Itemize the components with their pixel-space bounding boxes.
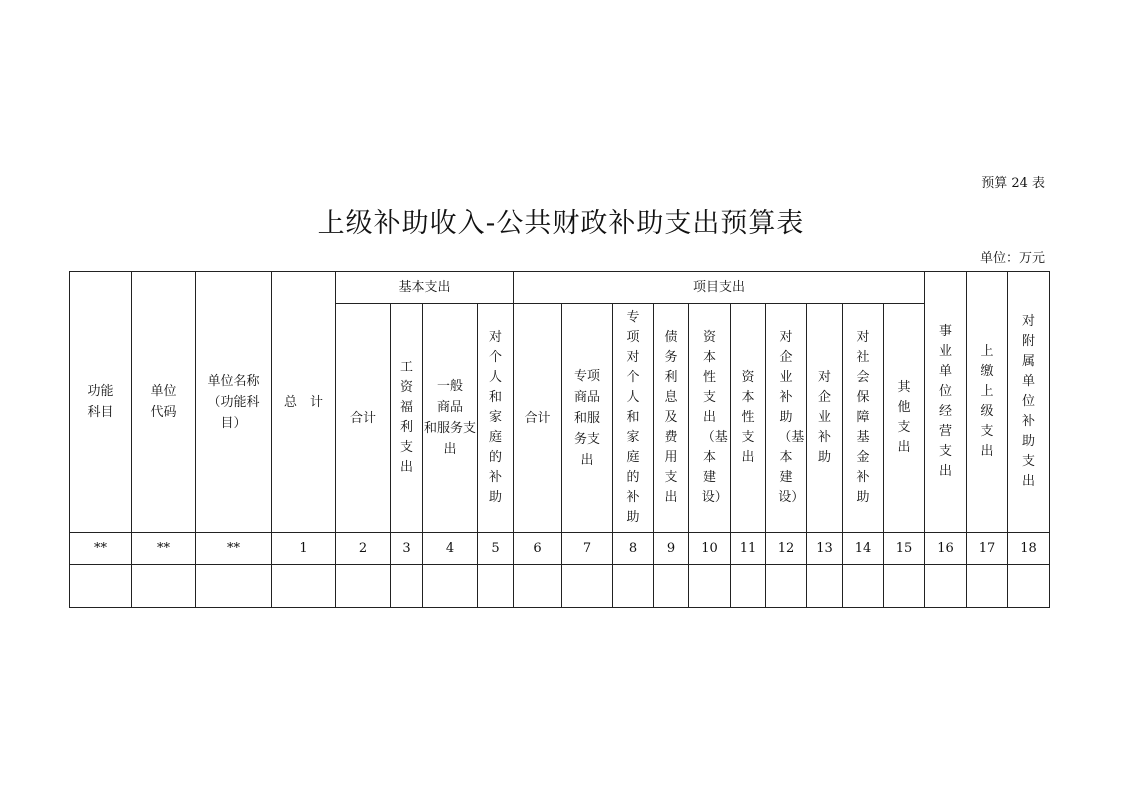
table-row-index	[70, 533, 1050, 565]
blank-cell	[689, 565, 731, 608]
header-group-project: 项目支出	[514, 272, 925, 304]
header-remit-superior: 上缴上级支出	[967, 272, 1008, 533]
index-cell: **	[196, 533, 272, 565]
blank-cell	[807, 565, 843, 608]
blank-cell	[731, 565, 766, 608]
blank-cell	[766, 565, 807, 608]
header-project-social-security: 对社会保障基金补助	[843, 304, 884, 533]
blank-cell	[562, 565, 613, 608]
header-project-capital: 资本性支出	[731, 304, 766, 533]
index-cell: 8	[613, 533, 654, 565]
blank-cell	[967, 565, 1008, 608]
header-unit-name: 单位名称 （功能科 目）	[196, 272, 272, 533]
header-project-capital-construction: 资本性支出（基本建设）	[689, 304, 731, 533]
header-total: 总 计	[272, 272, 336, 533]
index-cell: 4	[423, 533, 478, 565]
index-cell: **	[132, 533, 196, 565]
budget-table	[69, 271, 1050, 608]
index-cell: 6	[514, 533, 562, 565]
index-cell: 2	[336, 533, 391, 565]
form-number: 预算 24 表	[981, 176, 1045, 191]
header-project-enterprise: 对企业补助	[807, 304, 843, 533]
header-unit-code: 单位 代码	[132, 272, 196, 533]
header-project-goods-services: 专项 商品 和服 务支 出	[562, 304, 613, 533]
header-basic-goods-services: 一般 商品 和服务支 出	[423, 304, 478, 533]
blank-cell	[478, 565, 514, 608]
index-cell: 11	[731, 533, 766, 565]
header-business-expense: 事业单位经营支出	[925, 272, 967, 533]
index-cell: 3	[391, 533, 423, 565]
header-project-subtotal: 合计	[514, 304, 562, 533]
blank-cell	[391, 565, 423, 608]
blank-cell	[70, 565, 132, 608]
blank-cell	[132, 565, 196, 608]
blank-cell	[1008, 565, 1050, 608]
index-cell: 18	[1008, 533, 1050, 565]
blank-cell	[843, 565, 884, 608]
index-cell: 15	[884, 533, 925, 565]
index-cell: 16	[925, 533, 967, 565]
blank-cell	[654, 565, 689, 608]
blank-cell	[613, 565, 654, 608]
blank-cell	[336, 565, 391, 608]
header-basic-wages: 工资福利支出	[391, 304, 423, 533]
header-project-debt-interest: 债务利息及费用支出	[654, 304, 689, 533]
blank-cell	[925, 565, 967, 608]
index-cell: **	[70, 533, 132, 565]
header-row-groups	[70, 272, 1050, 304]
index-cell: 17	[967, 533, 1008, 565]
index-cell: 14	[843, 533, 884, 565]
blank-cell	[423, 565, 478, 608]
header-project-household-subsidy: 专项对个人和家庭的补助	[613, 304, 654, 533]
header-project-other: 其他支出	[884, 304, 925, 533]
blank-cell	[272, 565, 336, 608]
header-project-enterprise-construction: 对企业补助（基本建设）	[766, 304, 807, 533]
header-basic-subtotal: 合计	[336, 304, 391, 533]
blank-cell	[884, 565, 925, 608]
index-cell: 12	[766, 533, 807, 565]
blank-cell	[514, 565, 562, 608]
index-cell: 13	[807, 533, 843, 565]
table-row-blank	[70, 565, 1050, 608]
blank-cell	[196, 565, 272, 608]
page-title: 上级补助收入-公共财政补助支出预算表	[317, 208, 805, 239]
header-func-subject: 功能 科目	[70, 272, 132, 533]
header-group-basic: 基本支出	[336, 272, 514, 304]
index-cell: 9	[654, 533, 689, 565]
header-subsidiary-subsidy: 对附属单位补助支出	[1008, 272, 1050, 533]
index-cell: 1	[272, 533, 336, 565]
header-basic-household-subsidy: 对个人和家庭的补助	[478, 304, 514, 533]
index-cell: 7	[562, 533, 613, 565]
index-cell: 5	[478, 533, 514, 565]
index-cell: 10	[689, 533, 731, 565]
unit-label: 单位：万元	[979, 251, 1045, 266]
